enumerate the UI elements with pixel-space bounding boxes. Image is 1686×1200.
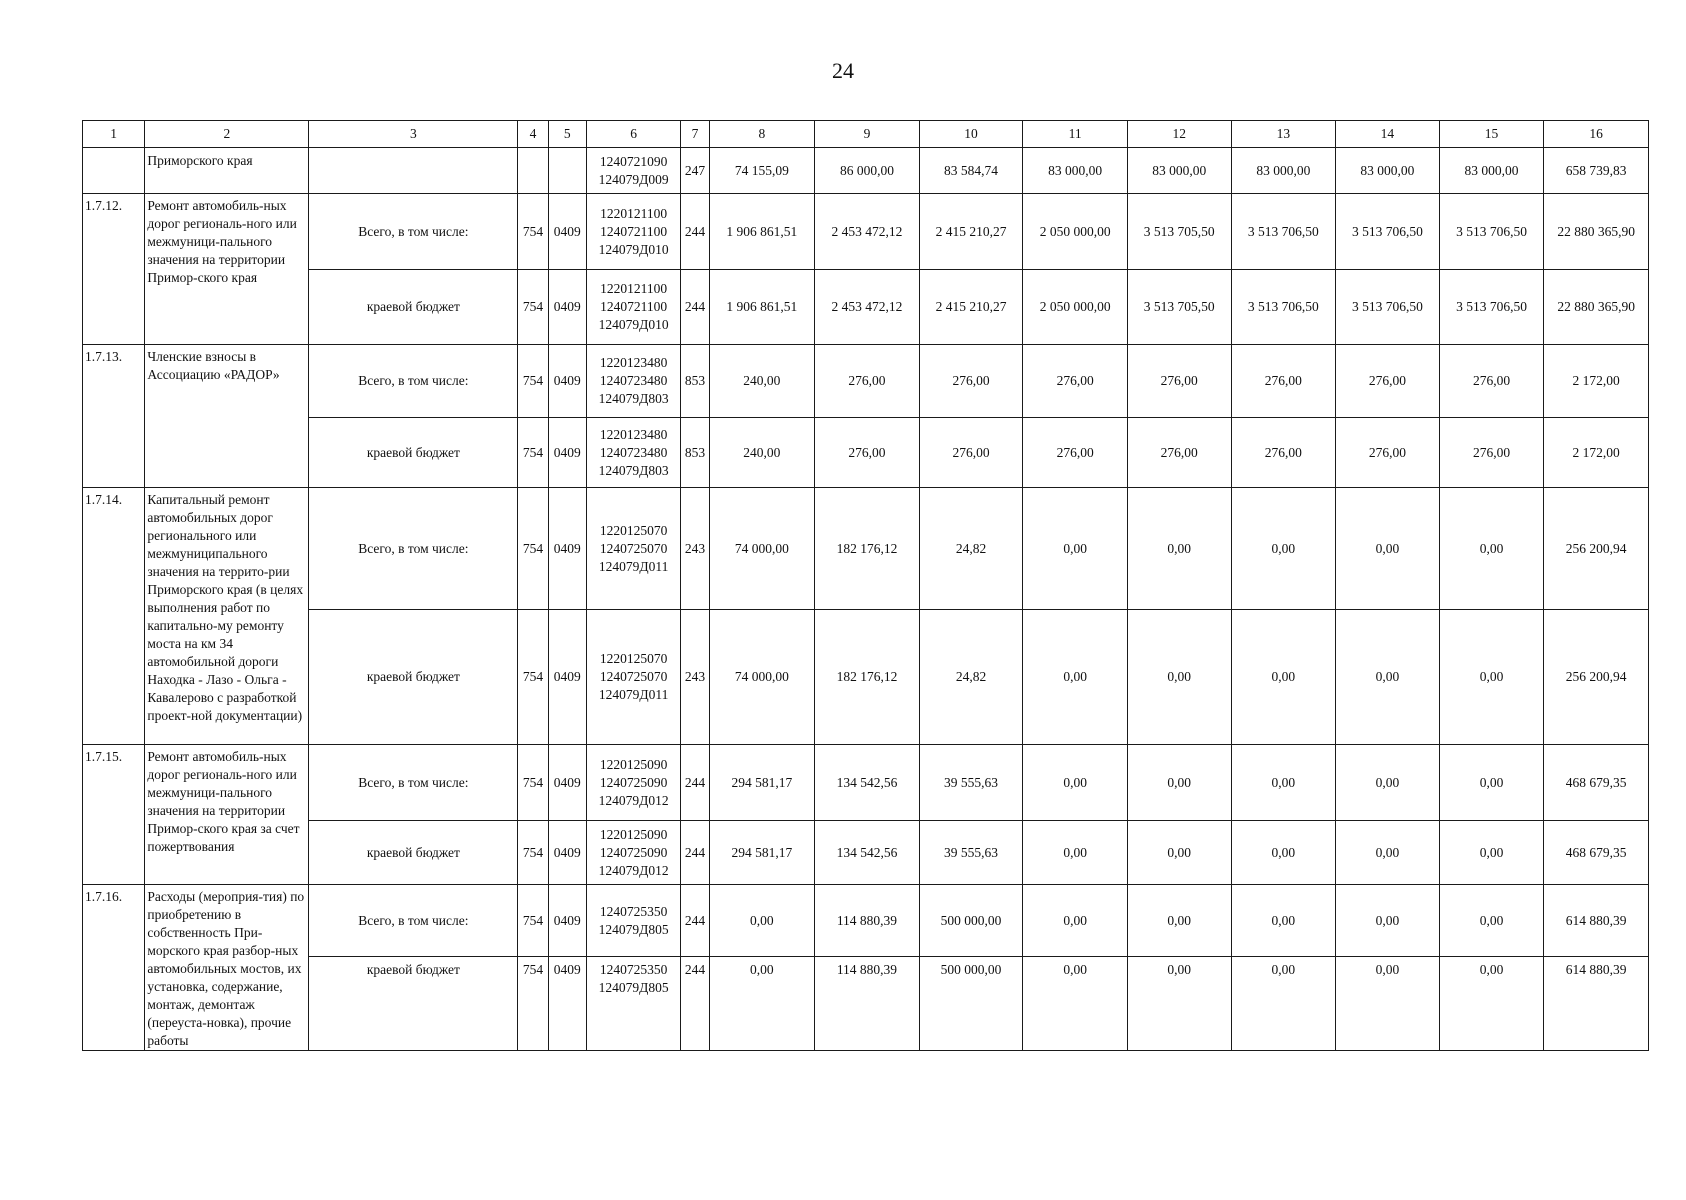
- kbk-code-cell: 1220125070 1240725070 124079Д011: [586, 488, 681, 610]
- rz-cell: 0409: [548, 957, 586, 1051]
- value-cell: 0,00: [1231, 745, 1336, 821]
- column-header-4: 4: [518, 121, 548, 148]
- value-cell: 0,00: [1336, 745, 1440, 821]
- column-header-12: 12: [1127, 121, 1231, 148]
- value-cell: 3 513 706,50: [1336, 194, 1440, 270]
- value-cell: 0,00: [1439, 610, 1544, 745]
- value-cell: 134 542,56: [815, 821, 920, 885]
- value-cell: 0,00: [1127, 745, 1231, 821]
- value-cell: 3 513 705,50: [1127, 194, 1231, 270]
- value-cell: 658 739,83: [1544, 148, 1649, 194]
- table-row: [83, 270, 1649, 345]
- value-cell: 83 000,00: [1439, 148, 1544, 194]
- vr-cell: 244: [681, 745, 709, 821]
- table-row: [83, 957, 1649, 1051]
- value-cell: 0,00: [1439, 821, 1544, 885]
- vr-cell: 244: [681, 821, 709, 885]
- grbs-cell: 754: [518, 270, 548, 345]
- column-header-15: 15: [1439, 121, 1544, 148]
- value-cell: 114 880,39: [815, 957, 920, 1051]
- table-row: [83, 418, 1649, 488]
- value-cell: 276,00: [1439, 345, 1544, 418]
- grbs-cell: 754: [518, 957, 548, 1051]
- table-row: [83, 345, 1649, 418]
- vr-cell: 853: [681, 418, 709, 488]
- vr-cell: 243: [681, 488, 709, 610]
- value-cell: 0,00: [1023, 610, 1128, 745]
- value-cell: 0,00: [1336, 885, 1440, 957]
- value-cell: 182 176,12: [815, 488, 920, 610]
- vr-cell: 247: [681, 148, 709, 194]
- table-row: [83, 610, 1649, 745]
- value-cell: 2 172,00: [1544, 345, 1649, 418]
- kbk-code-cell: 1220123480 1240723480 124079Д803: [586, 418, 681, 488]
- value-cell: 276,00: [1023, 418, 1128, 488]
- value-cell: 2 415 210,27: [919, 270, 1023, 345]
- source-cell: краевой бюджет: [309, 957, 518, 1051]
- source-cell: Всего, в том числе:: [309, 885, 518, 957]
- value-cell: 1 906 861,51: [709, 194, 815, 270]
- value-cell: 3 513 706,50: [1336, 270, 1440, 345]
- column-header-3: 3: [309, 121, 518, 148]
- value-cell: 2 172,00: [1544, 418, 1649, 488]
- item-name-cell: Ремонт автомобиль-ных дорог региональ-ного или межмуници-пального значения на территории Примор-ского края за счет пожертвования: [145, 745, 309, 885]
- rz-cell: [548, 148, 586, 194]
- grbs-cell: 754: [518, 488, 548, 610]
- value-cell: 83 584,74: [919, 148, 1023, 194]
- rz-cell: 0409: [548, 885, 586, 957]
- value-cell: 86 000,00: [815, 148, 920, 194]
- value-cell: 500 000,00: [919, 885, 1023, 957]
- value-cell: 2 050 000,00: [1023, 194, 1128, 270]
- value-cell: 0,00: [1127, 488, 1231, 610]
- value-cell: 0,00: [1023, 488, 1128, 610]
- value-cell: 182 176,12: [815, 610, 920, 745]
- item-name-cell: Членские взносы в Ассоциацию «РАДОР»: [145, 345, 309, 488]
- grbs-cell: 754: [518, 345, 548, 418]
- value-cell: 240,00: [709, 418, 815, 488]
- vr-cell: 244: [681, 885, 709, 957]
- value-cell: 256 200,94: [1544, 488, 1649, 610]
- vr-cell: 243: [681, 610, 709, 745]
- grbs-cell: 754: [518, 194, 548, 270]
- value-cell: 0,00: [1127, 885, 1231, 957]
- value-cell: 0,00: [1231, 957, 1336, 1051]
- kbk-code-cell: 1220125090 1240725090 124079Д012: [586, 745, 681, 821]
- rz-cell: 0409: [548, 194, 586, 270]
- header-row: [83, 121, 1649, 148]
- source-cell: краевой бюджет: [309, 610, 518, 745]
- value-cell: 1 906 861,51: [709, 270, 815, 345]
- item-id-cell: 1.7.13.: [83, 345, 145, 488]
- grbs-cell: 754: [518, 885, 548, 957]
- value-cell: 0,00: [709, 957, 815, 1051]
- value-cell: 3 513 705,50: [1127, 270, 1231, 345]
- value-cell: 39 555,63: [919, 821, 1023, 885]
- value-cell: 0,00: [1439, 745, 1544, 821]
- column-header-9: 9: [815, 121, 920, 148]
- value-cell: 294 581,17: [709, 821, 815, 885]
- item-name-cell: Расходы (мероприя-тия) по приобретению в собственность При-морского края разбор-ных автомобильных мостов, их установка, содержание, монтаж, демонтаж (переуста-новка), прочие работы: [145, 885, 309, 1051]
- value-cell: 39 555,63: [919, 745, 1023, 821]
- value-cell: 0,00: [1231, 610, 1336, 745]
- table-body: [83, 121, 1649, 1051]
- value-cell: 83 000,00: [1127, 148, 1231, 194]
- source-cell: краевой бюджет: [309, 270, 518, 345]
- value-cell: 614 880,39: [1544, 957, 1649, 1051]
- source-cell: Всего, в том числе:: [309, 194, 518, 270]
- value-cell: 0,00: [1023, 745, 1128, 821]
- rz-cell: 0409: [548, 610, 586, 745]
- value-cell: 114 880,39: [815, 885, 920, 957]
- value-cell: 2 415 210,27: [919, 194, 1023, 270]
- value-cell: 74 155,09: [709, 148, 815, 194]
- table-row: [83, 745, 1649, 821]
- source-cell: краевой бюджет: [309, 821, 518, 885]
- grbs-cell: 754: [518, 418, 548, 488]
- source-cell: Всего, в том числе:: [309, 488, 518, 610]
- grbs-cell: 754: [518, 821, 548, 885]
- item-id-cell: 1.7.15.: [83, 745, 145, 885]
- value-cell: 276,00: [815, 418, 920, 488]
- table-row: [83, 821, 1649, 885]
- value-cell: 0,00: [1439, 957, 1544, 1051]
- table-row: [83, 194, 1649, 270]
- value-cell: 3 513 706,50: [1439, 194, 1544, 270]
- rz-cell: 0409: [548, 745, 586, 821]
- kbk-code-cell: 1220123480 1240723480 124079Д803: [586, 345, 681, 418]
- column-header-14: 14: [1336, 121, 1440, 148]
- page-number: 24: [832, 58, 854, 83]
- source-cell: [309, 148, 518, 194]
- column-header-8: 8: [709, 121, 815, 148]
- column-header-5: 5: [548, 121, 586, 148]
- vr-cell: 853: [681, 345, 709, 418]
- rz-cell: 0409: [548, 418, 586, 488]
- value-cell: 0,00: [1336, 488, 1440, 610]
- grbs-cell: [518, 148, 548, 194]
- value-cell: 2 453 472,12: [815, 270, 920, 345]
- column-header-13: 13: [1231, 121, 1336, 148]
- value-cell: 22 880 365,90: [1544, 194, 1649, 270]
- value-cell: 0,00: [1439, 885, 1544, 957]
- value-cell: 276,00: [1127, 345, 1231, 418]
- grbs-cell: 754: [518, 610, 548, 745]
- column-header-11: 11: [1023, 121, 1128, 148]
- kbk-code-cell: 1240725350 124079Д805: [586, 957, 681, 1051]
- value-cell: 24,82: [919, 610, 1023, 745]
- value-cell: 2 050 000,00: [1023, 270, 1128, 345]
- kbk-code-cell: 1220121100 1240721100 124079Д010: [586, 194, 681, 270]
- value-cell: 3 513 706,50: [1231, 270, 1336, 345]
- value-cell: 276,00: [1023, 345, 1128, 418]
- value-cell: 83 000,00: [1023, 148, 1128, 194]
- rz-cell: 0409: [548, 821, 586, 885]
- kbk-code-cell: 1240725350 124079Д805: [586, 885, 681, 957]
- value-cell: 0,00: [1127, 610, 1231, 745]
- item-id-cell: [83, 148, 145, 194]
- value-cell: 294 581,17: [709, 745, 815, 821]
- table-row-continued: [83, 148, 1649, 194]
- rz-cell: 0409: [548, 345, 586, 418]
- kbk-code-cell: 1220121100 1240721100 124079Д010: [586, 270, 681, 345]
- vr-cell: 244: [681, 957, 709, 1051]
- value-cell: 0,00: [1231, 821, 1336, 885]
- budget-table: [82, 120, 1649, 1051]
- table-row: [83, 885, 1649, 957]
- source-cell: Всего, в том числе:: [309, 745, 518, 821]
- value-cell: 276,00: [919, 418, 1023, 488]
- value-cell: 0,00: [709, 885, 815, 957]
- value-cell: 276,00: [1231, 345, 1336, 418]
- column-header-16: 16: [1544, 121, 1649, 148]
- value-cell: 0,00: [1336, 610, 1440, 745]
- value-cell: 0,00: [1439, 488, 1544, 610]
- value-cell: 0,00: [1336, 957, 1440, 1051]
- column-header-2: 2: [145, 121, 309, 148]
- kbk-code-cell: 1220125070 1240725070 124079Д011: [586, 610, 681, 745]
- grbs-cell: 754: [518, 745, 548, 821]
- table-row: [83, 488, 1649, 610]
- value-cell: 0,00: [1231, 488, 1336, 610]
- value-cell: 3 513 706,50: [1231, 194, 1336, 270]
- value-cell: 276,00: [815, 345, 920, 418]
- column-header-1: 1: [83, 121, 145, 148]
- vr-cell: 244: [681, 270, 709, 345]
- item-id-cell: 1.7.12.: [83, 194, 145, 345]
- rz-cell: 0409: [548, 270, 586, 345]
- value-cell: 0,00: [1023, 821, 1128, 885]
- value-cell: 276,00: [1231, 418, 1336, 488]
- vr-cell: 244: [681, 194, 709, 270]
- kbk-code-cell: 1240721090 124079Д009: [586, 148, 681, 194]
- value-cell: 500 000,00: [919, 957, 1023, 1051]
- column-header-7: 7: [681, 121, 709, 148]
- item-name-cell: Приморского края: [145, 148, 309, 194]
- value-cell: 276,00: [1127, 418, 1231, 488]
- source-cell: Всего, в том числе:: [309, 345, 518, 418]
- column-header-6: 6: [586, 121, 681, 148]
- value-cell: 468 679,35: [1544, 745, 1649, 821]
- value-cell: 83 000,00: [1336, 148, 1440, 194]
- value-cell: 0,00: [1023, 885, 1128, 957]
- value-cell: 240,00: [709, 345, 815, 418]
- value-cell: 0,00: [1127, 821, 1231, 885]
- value-cell: 0,00: [1127, 957, 1231, 1051]
- value-cell: 0,00: [1023, 957, 1128, 1051]
- value-cell: 74 000,00: [709, 610, 815, 745]
- item-id-cell: 1.7.16.: [83, 885, 145, 1051]
- value-cell: 74 000,00: [709, 488, 815, 610]
- value-cell: 83 000,00: [1231, 148, 1336, 194]
- kbk-code-cell: 1220125090 1240725090 124079Д012: [586, 821, 681, 885]
- value-cell: 2 453 472,12: [815, 194, 920, 270]
- value-cell: 134 542,56: [815, 745, 920, 821]
- value-cell: 24,82: [919, 488, 1023, 610]
- value-cell: 276,00: [1336, 418, 1440, 488]
- source-cell: краевой бюджет: [309, 418, 518, 488]
- value-cell: 276,00: [1439, 418, 1544, 488]
- value-cell: 276,00: [1336, 345, 1440, 418]
- value-cell: 276,00: [919, 345, 1023, 418]
- item-id-cell: 1.7.14.: [83, 488, 145, 745]
- value-cell: 256 200,94: [1544, 610, 1649, 745]
- value-cell: 468 679,35: [1544, 821, 1649, 885]
- value-cell: 614 880,39: [1544, 885, 1649, 957]
- item-name-cell: Ремонт автомобиль-ных дорог региональ-ного или межмуници-пального значения на территории Примор-ского края: [145, 194, 309, 345]
- item-name-cell: Капитальный ремонт автомобильных дорог регионального или межмуниципального значения на террито-рии Приморского края (в целях выполнения работ по капитально-му ремонту моста на км 34 автомобильной дороги Находка - Лазо - Ольга - Кавалерово с разработкой проект-ной документации): [145, 488, 309, 745]
- rz-cell: 0409: [548, 488, 586, 610]
- value-cell: 0,00: [1231, 885, 1336, 957]
- column-header-10: 10: [919, 121, 1023, 148]
- value-cell: 3 513 706,50: [1439, 270, 1544, 345]
- value-cell: 0,00: [1336, 821, 1440, 885]
- value-cell: 22 880 365,90: [1544, 270, 1649, 345]
